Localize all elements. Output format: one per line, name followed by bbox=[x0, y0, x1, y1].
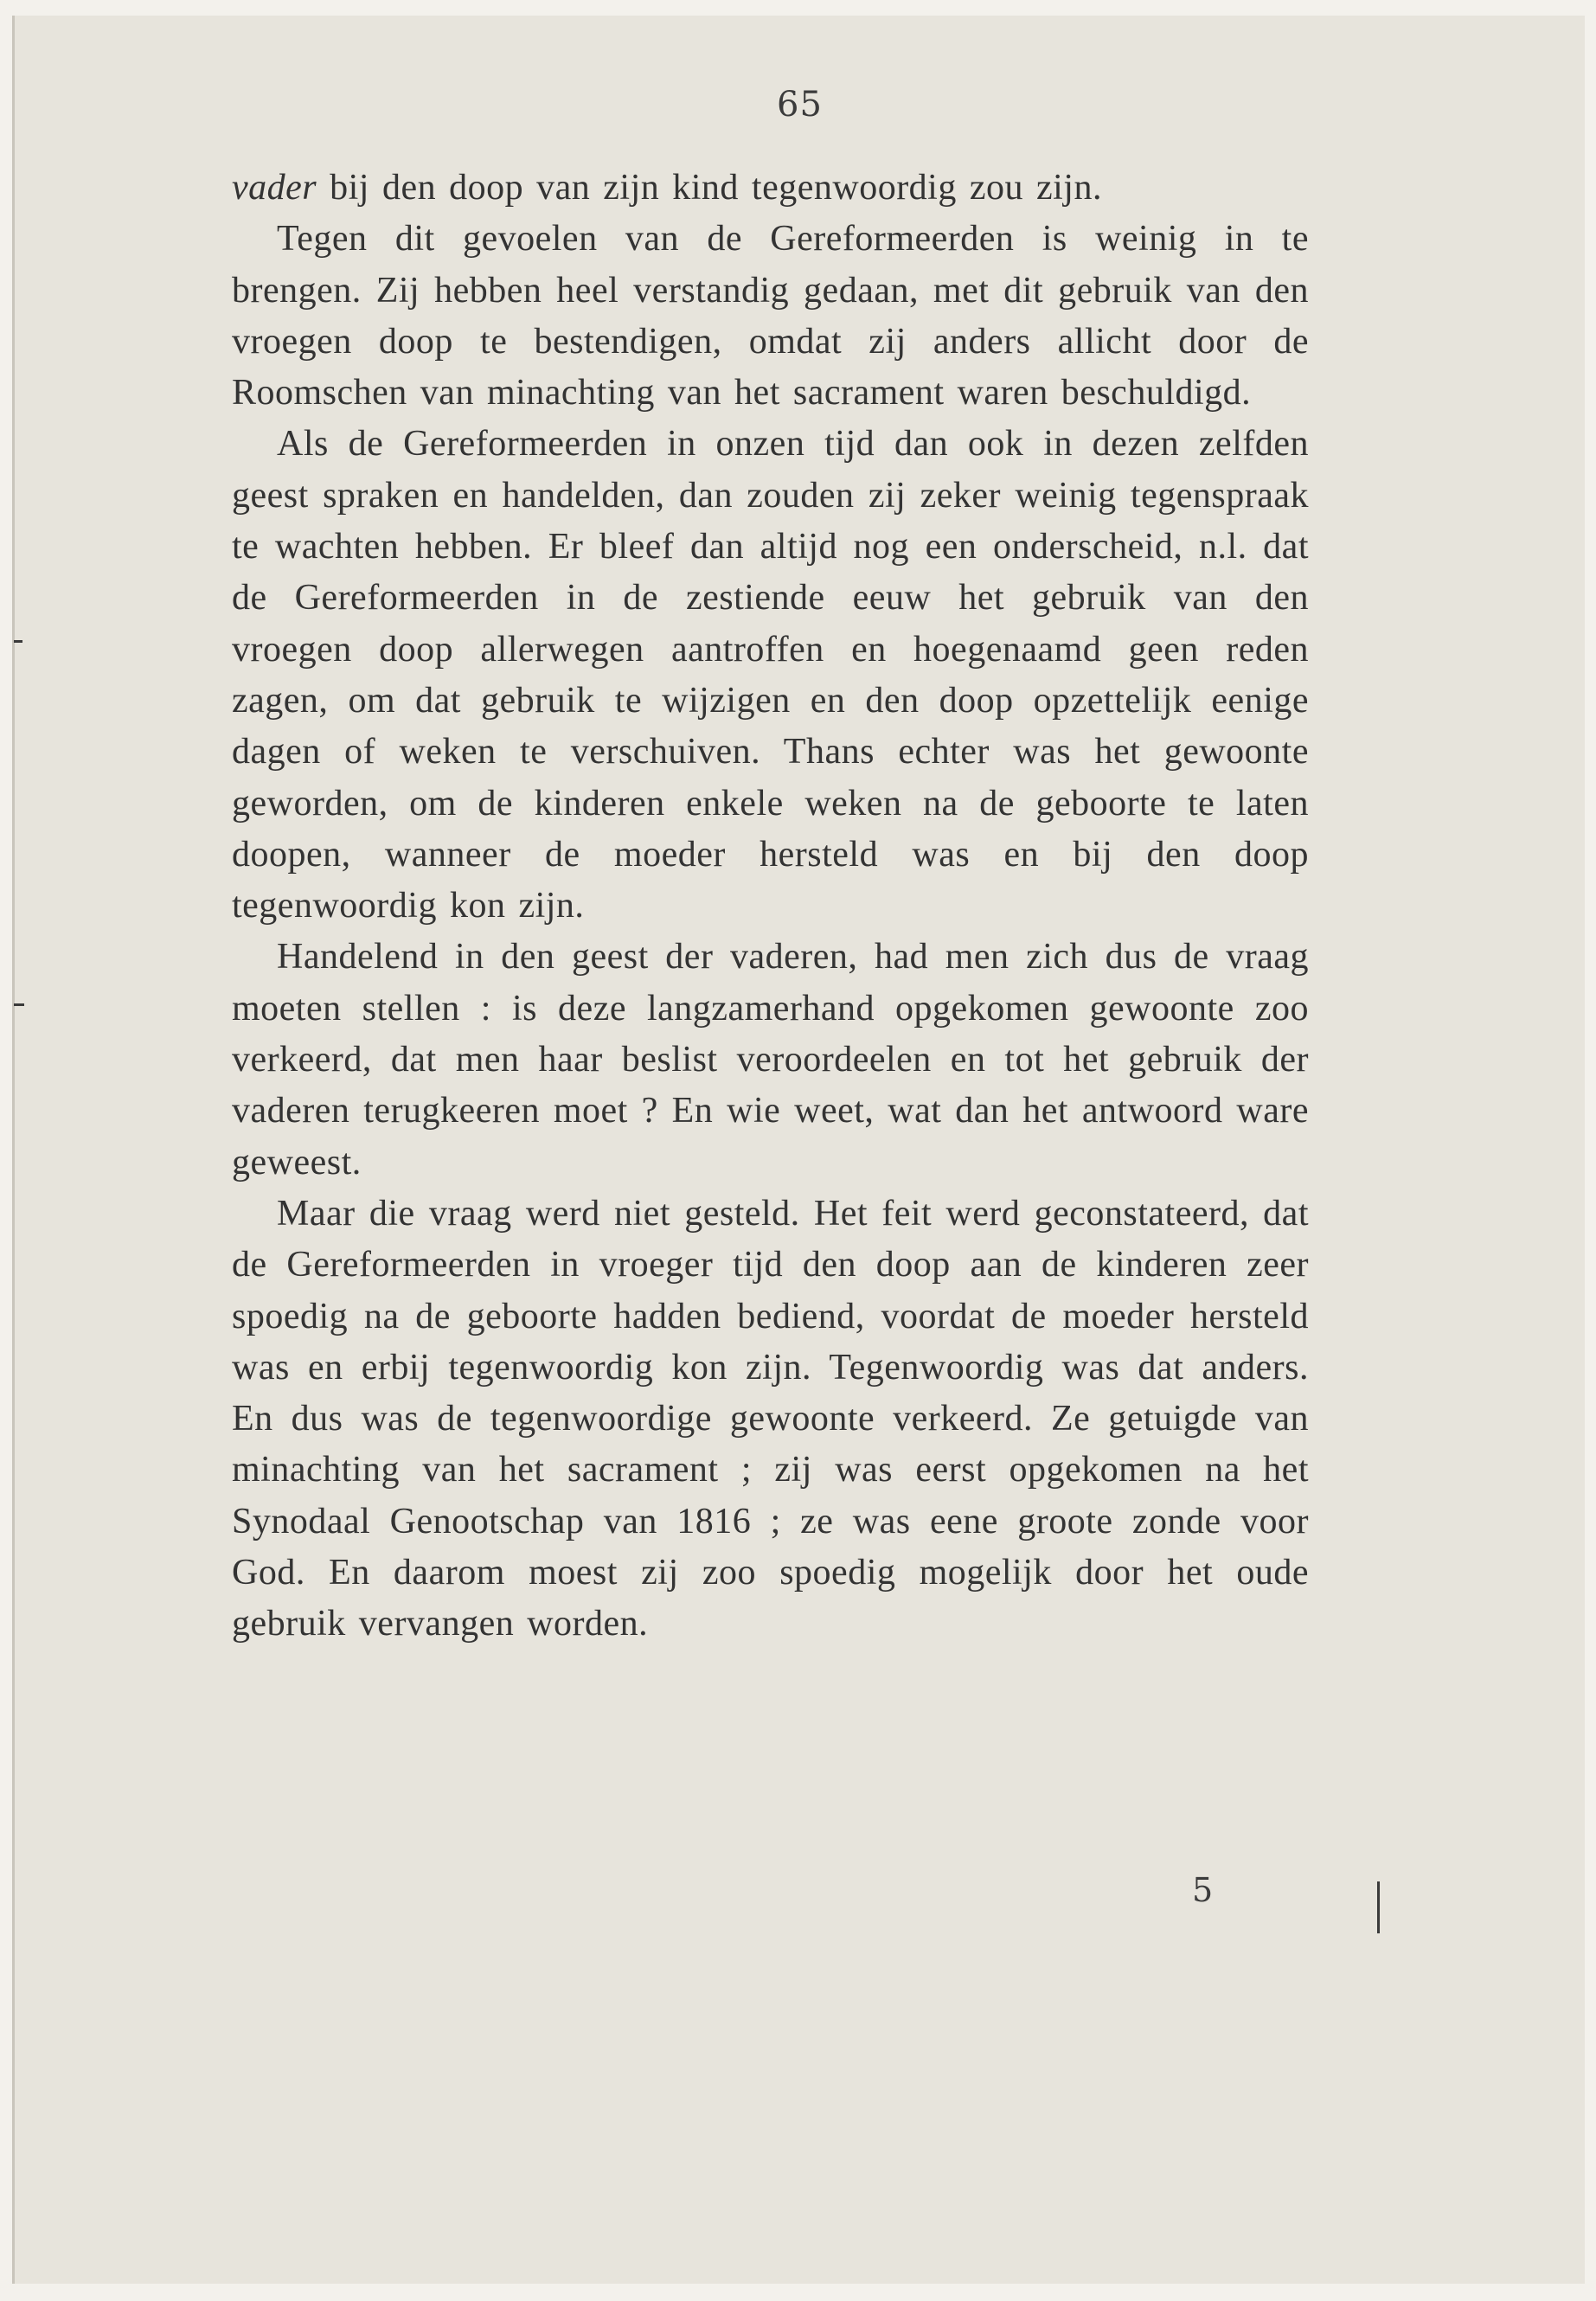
page-edge-mark bbox=[1377, 1881, 1380, 1933]
body-text bbox=[232, 163, 1309, 1650]
paragraph-text: bij den doop van zijn kind tegenwoordig zou zijn. bbox=[317, 168, 1102, 208]
paragraph: Handelend in den geest der vaderen, had men zich dus de vraag moeten stellen : is deze langzamerhand opgekomen gewoonte zoo verkeerd, dat men haar beslist veroordeelen en tot het gebruik der vaderen terugkeeren moet ? En wie weet, wat dan het antwoord ware geweest. bbox=[232, 937, 1309, 1183]
paragraph: Tegen dit gevoelen van de Gereformeerden is weinig in te brengen. Zij hebben heel verstandig gedaan, met dit gebruik van den vroegen doop te bestendigen, omdat zij anders allicht door de Roomschen van minachting van het sacrament waren beschuldigd. bbox=[232, 219, 1309, 413]
paragraph: Als de Gereformeerden in onzen tijd dan ook in dezen zelfden geest spraken en handelden, dan zouden zij zeker weinig tegenspraak te wachten hebben. Er bleef dan altijd nog een onderscheid, n.l. dat de Gereformeerden in de zestiende eeuw het gebruik van den vroegen doop allerwegen aantroffen en hoegenaamd geen reden zagen, om dat gebruik te wijzigen en den doop opzettelijk eenige dagen of weken te verschuiven. Thans echter was het gewoonte geworden, om de kinderen enkele weken na de geboorte te laten doopen, wanneer de moeder hersteld was en bij den doop tegenwoordig kon zijn. bbox=[232, 424, 1309, 926]
binding-edge-mark bbox=[14, 640, 22, 643]
paragraph bbox=[232, 163, 1309, 214]
italic-word: vader bbox=[232, 168, 317, 208]
signature-mark: 5 bbox=[1192, 1871, 1214, 1909]
paragraph: Maar die vraag werd niet gesteld. Het feit werd geconstateerd, dat de Gereformeerden in vroeger tijd den doop aan de kinderen zeer spoedig na de geboorte hadden bediend, voordat de moeder hersteld was en erbij tegenwoordig kon zijn. Tegenwoordig was dat anders. En dus was de tegenwoordige gewoonte verkeerd. Ze getuigde van minachting van het sacrament ; zij was eerst opgekomen na het Synodaal Genootschap van 1816 ; ze was eene groote zonde voor God. En daarom moest zij zoo spoedig mogelijk door het oude gebruik vervangen worden. bbox=[232, 1193, 1309, 1644]
binding-edge-mark bbox=[14, 1003, 24, 1006]
page-number: 65 bbox=[777, 85, 823, 125]
